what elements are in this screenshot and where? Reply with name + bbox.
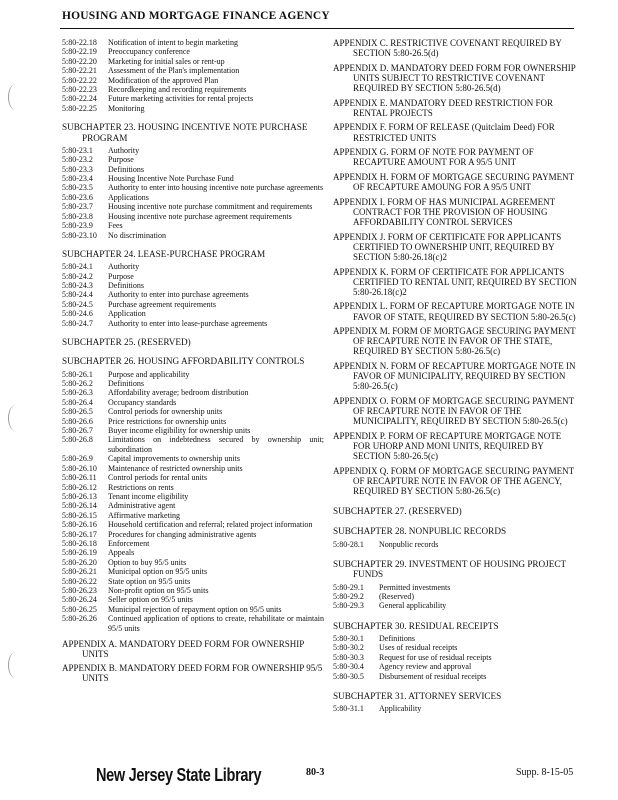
section-entry bbox=[62, 94, 324, 103]
section-title: Disbursement of residual receipts bbox=[379, 671, 487, 681]
section-number: 5:80-26.3 bbox=[62, 388, 93, 398]
section-number: 5:80-29.3 bbox=[333, 601, 364, 611]
section-entry bbox=[62, 483, 324, 492]
section-title: Authority to enter into lease-purchase agreements bbox=[108, 318, 268, 328]
section-number: 5:80-30.2 bbox=[333, 643, 364, 653]
left-column bbox=[62, 38, 324, 687]
right-column bbox=[333, 38, 578, 714]
section-title: General applicability bbox=[379, 601, 447, 611]
section-entry bbox=[62, 202, 324, 211]
section-title: Definitions bbox=[379, 634, 415, 644]
section-title: Appeals bbox=[108, 548, 135, 558]
section-title: Affirmative marketing bbox=[108, 510, 181, 520]
section-number: 5:80-24.4 bbox=[62, 290, 93, 300]
header-rule bbox=[60, 28, 574, 29]
section-number: 5:80-22.18 bbox=[62, 38, 97, 47]
section-entry bbox=[62, 272, 324, 281]
section-entry bbox=[62, 614, 324, 633]
section-entry bbox=[62, 165, 324, 174]
section-number: 5:80-22.23 bbox=[62, 85, 97, 95]
section-entry bbox=[62, 379, 324, 388]
section-entry bbox=[62, 492, 324, 501]
section-title: Administrative agent bbox=[108, 501, 176, 511]
section-title: (Reserved) bbox=[379, 591, 415, 601]
section-title: Seller option on 95/5 units bbox=[108, 595, 193, 605]
section-number: 5:80-26.10 bbox=[62, 463, 97, 473]
section-entry bbox=[62, 530, 324, 539]
section-entry bbox=[62, 435, 324, 454]
appendix-entry: APPENDIX E. MANDATORY DEED RESTRICTION FOR RENTAL PROJECTS bbox=[333, 97, 554, 118]
section-title: Permitted investments bbox=[379, 582, 451, 592]
section-number: 5:80-22.19 bbox=[62, 47, 97, 57]
section-number: 5:80-24.3 bbox=[62, 281, 93, 291]
section-number: 5:80-23.9 bbox=[62, 221, 93, 231]
appendix-list bbox=[333, 38, 578, 496]
section-title: Option to buy 95/5 units bbox=[108, 557, 187, 567]
section-list bbox=[333, 540, 578, 549]
section-entry bbox=[62, 426, 324, 435]
appendix-entry: APPENDIX H. FORM OF MORTGAGE SECURING PAYMENT OF RECAPTURE AMOUNG FOR A 95/5 UNIT bbox=[333, 172, 574, 193]
section-number: 5:80-26.17 bbox=[62, 529, 97, 539]
section-title: Maintenance of restricted ownership units bbox=[108, 463, 243, 473]
section-entry bbox=[62, 146, 324, 155]
subchapter-heading: SUBCHAPTER 26. HOUSING AFFORDABILITY CONTROLS bbox=[62, 356, 305, 367]
section-number: 5:80-22.20 bbox=[62, 56, 97, 66]
section-number: 5:80-29.1 bbox=[333, 582, 364, 592]
section-number: 5:80-24.1 bbox=[62, 262, 93, 272]
appendix-entry: APPENDIX A. MANDATORY DEED FORM FOR OWNERSHIP UNITS bbox=[62, 639, 304, 660]
appendix-entry: APPENDIX C. RESTRICTIVE COVENANT REQUIRED BY SECTION 5:80-26.5(d) bbox=[333, 38, 562, 59]
section-number: 5:80-26.7 bbox=[62, 426, 93, 436]
section-title: Applications bbox=[108, 192, 149, 202]
section-number: 5:80-26.13 bbox=[62, 491, 97, 501]
section-entry bbox=[62, 577, 324, 586]
section-list bbox=[62, 262, 324, 328]
section-entry bbox=[62, 595, 324, 604]
section-title: Municipal option on 95/5 units bbox=[108, 567, 208, 577]
section-entry bbox=[62, 57, 324, 66]
subchapter-heading: SUBCHAPTER 30. RESIDUAL RECEIPTS bbox=[333, 620, 499, 631]
section-entry bbox=[62, 193, 324, 202]
appendix-entry: APPENDIX D. MANDATORY DEED FORM FOR OWNERSHIP UNITS SUBJECT TO RESTRICTIVE COVENANT REQUIRED BY SECTION 5:80-26.5(d) bbox=[333, 62, 576, 93]
section-number: 5:80-26.6 bbox=[62, 416, 93, 426]
page-number: 80-3 bbox=[306, 767, 325, 778]
section-number: 5:80-29.2 bbox=[333, 591, 364, 601]
section-number: 5:80-24.6 bbox=[62, 309, 93, 319]
punch-hole-mark bbox=[8, 405, 23, 431]
section-entry bbox=[62, 47, 324, 56]
section-title: Authority to enter into purchase agreements bbox=[108, 290, 249, 300]
section-entry bbox=[62, 398, 324, 407]
section-number: 5:80-26.12 bbox=[62, 482, 97, 492]
appendix-entry: APPENDIX J. FORM OF CERTIFICATE FOR APPLICANTS CERTIFIED TO OWNERSHIP UNIT, REQUIRED BY SECTION 5:80-26.18(c)2 bbox=[333, 231, 562, 262]
section-title: Purchase agreement requirements bbox=[108, 299, 216, 309]
section-number: 5:80-23.10 bbox=[62, 230, 97, 240]
section-number: 5:80-26.26 bbox=[62, 614, 97, 624]
section-entry bbox=[62, 511, 324, 520]
punch-hole-mark bbox=[8, 84, 23, 110]
section-entry bbox=[62, 262, 324, 271]
section-entry bbox=[62, 300, 324, 309]
section-entry bbox=[62, 586, 324, 595]
section-entry bbox=[62, 558, 324, 567]
section-entry bbox=[62, 174, 324, 183]
section-entry bbox=[62, 231, 324, 240]
section-list bbox=[333, 583, 578, 611]
subchapter-heading: SUBCHAPTER 24. LEASE-PURCHASE PROGRAM bbox=[62, 248, 266, 259]
section-number: 5:80-23.3 bbox=[62, 164, 93, 174]
section-title: Definitions bbox=[108, 164, 144, 174]
appendix-entry: APPENDIX N. FORM OF RECAPTURE MORTGAGE NOTE IN FAVOR OF MUNICIPALITY, REQUIRED BY SECTION 5:80-26.5(c) bbox=[333, 361, 576, 392]
section-number: 5:80-24.2 bbox=[62, 271, 93, 281]
library-stamp: New Jersey State Library bbox=[96, 766, 262, 786]
section-number: 5:80-23.2 bbox=[62, 155, 93, 165]
section-entry bbox=[62, 212, 324, 221]
section-title: Monitoring bbox=[108, 103, 145, 113]
subchapter-heading: SUBCHAPTER 23. HOUSING INCENTIVE NOTE PURCHASE PROGRAM bbox=[62, 122, 308, 143]
section-entry bbox=[62, 464, 324, 473]
section-entry bbox=[62, 309, 324, 318]
section-entry bbox=[62, 567, 324, 576]
section-number: 5:80-24.5 bbox=[62, 299, 93, 309]
subchapter-heading: SUBCHAPTER 31. ATTORNEY SERVICES bbox=[333, 691, 502, 702]
section-title: Control periods for ownership units bbox=[108, 407, 223, 417]
section-title: Modification of the approved Plan bbox=[108, 75, 219, 85]
section-title: Capital improvements to ownership units bbox=[108, 454, 240, 464]
section-title: Applicability bbox=[379, 704, 422, 714]
subchapter-heading: SUBCHAPTER 28. NONPUBLIC RECORDS bbox=[333, 526, 507, 537]
section-entry bbox=[62, 319, 324, 328]
section-title: Procedures for changing administrative agents bbox=[108, 529, 257, 539]
section-number: 5:80-26.1 bbox=[62, 369, 93, 379]
subchapter-heading: SUBCHAPTER 25. (RESERVED) bbox=[62, 337, 191, 348]
section-number: 5:80-26.9 bbox=[62, 454, 93, 464]
appendix-entry: APPENDIX I. FORM OF HAS MUNICIPAL AGREEMENT CONTRACT FOR THE PROVISION OF HOUSING AFFORDABILITY CONTROL SERVICES bbox=[333, 196, 555, 227]
section-title: Housing incentive note purchase agreement requirements bbox=[108, 211, 292, 221]
section-title: Purpose bbox=[108, 155, 134, 165]
section-list bbox=[62, 146, 324, 240]
appendix-entry: APPENDIX L. FORM OF RECAPTURE MORTGAGE NOTE IN FAVOR OF STATE, REQUIRED BY SECTION 5:80-26.5(c) bbox=[333, 301, 576, 322]
section-number: 5:80-22.21 bbox=[62, 66, 97, 76]
section-entry bbox=[333, 540, 578, 549]
section-title: Enforcement bbox=[108, 538, 150, 548]
section-title: Occupancy standards bbox=[108, 397, 177, 407]
section-entry bbox=[62, 370, 324, 379]
appendix-entry: APPENDIX P. FORM OF RECAPTURE MORTGAGE NOTE FOR UHORP AND MONI UNITS, REQUIRED BY SECTION 5:80-26.5(c) bbox=[333, 430, 562, 461]
section-number: 5:80-30.1 bbox=[333, 634, 364, 644]
section-entry bbox=[62, 539, 324, 548]
section-entry bbox=[62, 520, 324, 529]
section-number: 5:80-23.7 bbox=[62, 202, 93, 212]
section-number: 5:80-26.2 bbox=[62, 379, 93, 389]
section-title: Uses of residual receipts bbox=[379, 643, 458, 653]
section-entry bbox=[62, 66, 324, 75]
section-number: 5:80-23.4 bbox=[62, 174, 93, 184]
section-entry bbox=[62, 501, 324, 510]
section-title: Authority bbox=[108, 262, 140, 272]
section-number: 5:80-22.22 bbox=[62, 75, 97, 85]
section-entry bbox=[333, 583, 578, 592]
section-title: Municipal rejection of repayment option on 95/5 units bbox=[108, 604, 282, 614]
subchapter-heading: SUBCHAPTER 29. INVESTMENT OF HOUSING PROJECT FUNDS bbox=[333, 558, 566, 580]
section-entry bbox=[333, 601, 578, 610]
section-title: Authority to enter into housing incentive note purchase agreements bbox=[108, 183, 324, 193]
section-title: Nonpublic records bbox=[379, 539, 439, 549]
section-number: 5:80-26.21 bbox=[62, 567, 97, 577]
section-entry bbox=[333, 653, 578, 662]
section-title: Recordkeeping and recording requirements bbox=[108, 85, 247, 95]
section-title: Agency review and approval bbox=[379, 662, 472, 672]
section-number: 5:80-26.4 bbox=[62, 397, 93, 407]
section-title: Request for use of residual receipts bbox=[379, 652, 492, 662]
section-entry bbox=[333, 662, 578, 671]
section-title: Purpose bbox=[108, 271, 134, 281]
section-entry bbox=[333, 672, 578, 681]
section-entry bbox=[62, 183, 324, 192]
section-number: 5:80-23.6 bbox=[62, 192, 93, 202]
section-title: Assessment of the Plan's implementation bbox=[108, 66, 240, 76]
section-number: 5:80-26.11 bbox=[62, 473, 97, 483]
section-title: No discrimination bbox=[108, 230, 166, 240]
section-entry bbox=[62, 221, 324, 230]
section-number: 5:80-30.4 bbox=[333, 662, 364, 672]
section-title: Definitions bbox=[108, 281, 144, 291]
subchapter-heading: SUBCHAPTER 27. (RESERVED) bbox=[333, 505, 462, 516]
section-title: Future marketing activities for rental projects bbox=[108, 94, 254, 104]
section-number: 5:80-23.8 bbox=[62, 211, 93, 221]
section-title: Non-profit option on 95/5 units bbox=[108, 585, 209, 595]
section-number: 5:80-23.1 bbox=[62, 145, 93, 155]
section-title: Restrictions on rents bbox=[108, 482, 174, 492]
section-title: Fees bbox=[108, 221, 123, 231]
section-number: 5:80-26.5 bbox=[62, 407, 93, 417]
section-title: Limitations on indebtedness secured by ownership unit; subordination bbox=[108, 435, 324, 454]
section-entry bbox=[62, 407, 324, 416]
section-number: 5:80-30.3 bbox=[333, 652, 364, 662]
section-title: Preoccupancy conference bbox=[108, 47, 190, 57]
section-number: 5:80-26.19 bbox=[62, 548, 97, 558]
section-title: Affordability average; bedroom distribution bbox=[108, 388, 249, 398]
section-entry bbox=[62, 454, 324, 463]
section-number: 5:80-26.20 bbox=[62, 557, 97, 567]
appendix-entry: APPENDIX G. FORM OF NOTE FOR PAYMENT OF RECAPTURE AMOUNT FOR A 95/5 UNIT bbox=[333, 147, 534, 168]
section-title: Price restrictions for ownership units bbox=[108, 416, 227, 426]
section-title: Household certification and referral; related project information bbox=[108, 520, 313, 530]
section-list bbox=[333, 704, 578, 713]
section-number: 5:80-26.16 bbox=[62, 520, 97, 530]
section-number: 5:80-26.23 bbox=[62, 585, 97, 595]
section-number: 5:80-30.5 bbox=[333, 671, 364, 681]
section-entry bbox=[62, 473, 324, 482]
supplement-date: Supp. 8-15-05 bbox=[516, 767, 574, 778]
section-title: Notification of intent to begin marketing bbox=[108, 38, 238, 47]
section-number: 5:80-26.24 bbox=[62, 595, 97, 605]
section-list bbox=[333, 634, 578, 681]
section-title: Control periods for rental units bbox=[108, 473, 208, 483]
section-title: Housing Incentive Note Purchase Fund bbox=[108, 174, 234, 184]
section-title: Purpose and applicability bbox=[108, 369, 190, 379]
section-entry bbox=[333, 634, 578, 643]
section-number: 5:80-26.22 bbox=[62, 576, 97, 586]
section-number: 5:80-26.8 bbox=[62, 435, 93, 445]
section-entry bbox=[62, 155, 324, 164]
section-number: 5:80-31.1 bbox=[333, 704, 364, 714]
section-entry bbox=[62, 281, 324, 290]
section-entry bbox=[333, 643, 578, 652]
section-number: 5:80-23.5 bbox=[62, 183, 93, 193]
section-number: 5:80-26.25 bbox=[62, 604, 97, 614]
appendix-entry: APPENDIX M. FORM OF MORTGAGE SECURING PAYMENT OF RECAPTURE NOTE IN FAVOR OF THE STATE, REQUIRED BY SECTION 5:80-26.5(c) bbox=[333, 326, 576, 357]
section-title: Application bbox=[108, 309, 146, 319]
section-entry bbox=[62, 548, 324, 557]
appendix-entry: APPENDIX Q. FORM OF MORTGAGE SECURING PAYMENT OF RECAPTURE NOTE IN FAVOR OF THE AGENCY, REQUIRED BY SECTION 5:80-26.5(c) bbox=[333, 465, 574, 496]
section-entry bbox=[62, 38, 324, 47]
section-title: Buyer income eligibility for ownership units bbox=[108, 426, 251, 436]
section-number: 5:80-22.24 bbox=[62, 94, 97, 104]
section-number: 5:80-22.25 bbox=[62, 103, 97, 113]
section-entry bbox=[62, 605, 324, 614]
appendix-entry: APPENDIX O. FORM OF MORTGAGE SECURING PAYMENT OF RECAPTURE NOTE IN FAVOR OF THE MUNICIPALITY, REQUIRED BY SECTION 5:80-26.5(c) bbox=[333, 395, 574, 427]
section-number: 5:80-26.14 bbox=[62, 501, 97, 511]
section-title: Authority bbox=[108, 145, 140, 155]
appendix-entry: APPENDIX F. FORM OF RELEASE (Quitclaim Deed) FOR RESTRICTED UNITS bbox=[333, 122, 555, 143]
punch-hole-mark bbox=[8, 652, 23, 678]
appendix-entry: APPENDIX B. MANDATORY DEED FORM FOR OWNERSHIP 95/5 UNITS bbox=[62, 663, 323, 684]
section-entry bbox=[62, 76, 324, 85]
section-title: Tenant income eligibility bbox=[108, 491, 189, 501]
section-number: 5:80-26.15 bbox=[62, 510, 97, 520]
section-entry bbox=[62, 388, 324, 397]
section-number: 5:80-28.1 bbox=[333, 539, 364, 549]
running-header: HOUSING AND MORTGAGE FINANCE AGENCY bbox=[62, 10, 330, 22]
section-list bbox=[62, 38, 324, 113]
section-entry bbox=[62, 290, 324, 299]
section-title: Housing incentive note purchase commitment and requirements bbox=[108, 202, 313, 212]
section-entry bbox=[333, 592, 578, 601]
section-number: 5:80-26.18 bbox=[62, 538, 97, 548]
section-entry bbox=[333, 704, 578, 713]
section-entry bbox=[62, 417, 324, 426]
section-entry bbox=[62, 104, 324, 113]
section-entry bbox=[62, 85, 324, 94]
section-title: Continued application of options to create, rehabilitate or maintain 95/5 units bbox=[108, 614, 324, 633]
section-title: Definitions bbox=[108, 379, 144, 389]
section-number: 5:80-24.7 bbox=[62, 318, 93, 328]
section-list bbox=[62, 370, 324, 633]
appendix-entry: APPENDIX K. FORM OF CERTIFICATE FOR APPLICANTS CERTIFIED TO RENTAL UNIT, REQUIRED BY SECTION 5:80-26.18(c)2 bbox=[333, 266, 577, 297]
section-title: Marketing for initial sales or rent-up bbox=[108, 56, 225, 66]
section-title: State option on 95/5 units bbox=[108, 576, 191, 586]
